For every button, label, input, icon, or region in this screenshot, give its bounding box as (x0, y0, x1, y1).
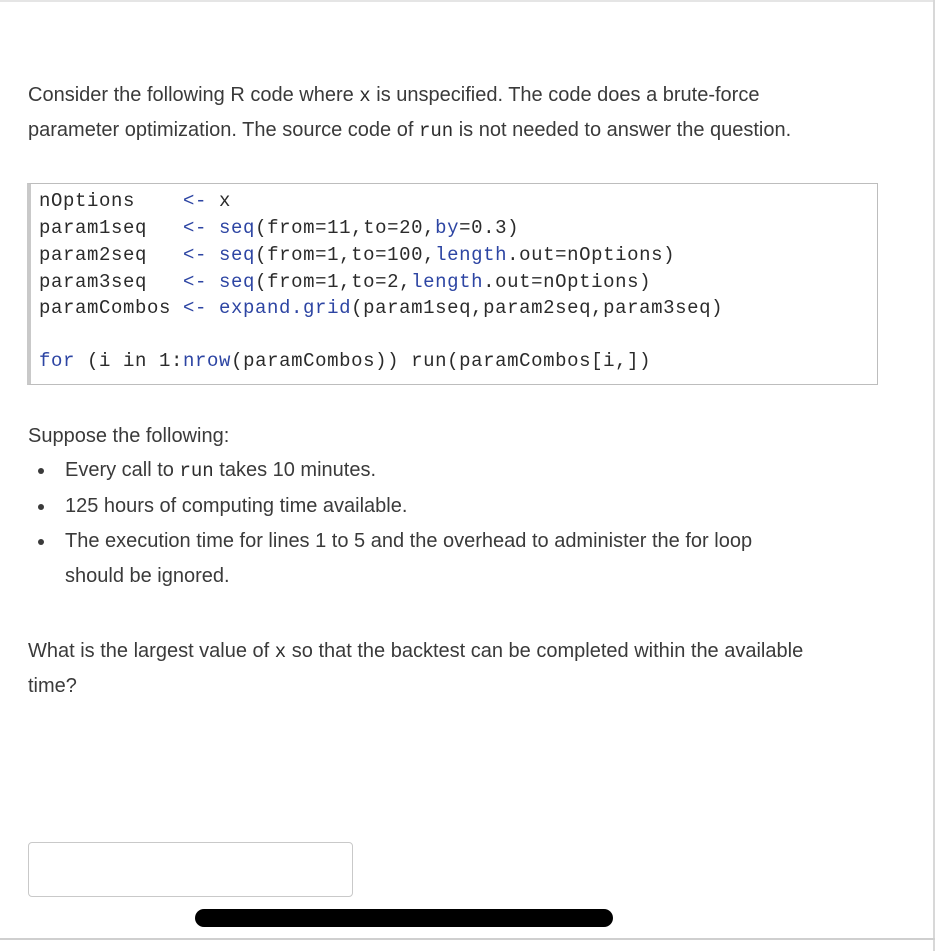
list-item: 125 hours of computing time available. (34, 489, 894, 524)
intro-line-1: Consider the following R code where x is unspecified. The code does a brute-force (28, 84, 760, 107)
list-item: Every call to run takes 10 minutes. (34, 453, 894, 489)
answer-input[interactable] (28, 842, 353, 897)
bullet-icon (38, 539, 44, 545)
code-line-3: param2seq <- seq(from=1,to=100,length.out=nOptions) (39, 244, 676, 266)
bottom-border (0, 938, 935, 940)
home-indicator-bar (195, 909, 613, 927)
question-line-2: time? (28, 675, 77, 697)
intro-line-2: parameter optimization. The source code of run is not needed to answer the question. (28, 119, 792, 142)
code-block (27, 183, 878, 385)
question-line-1: What is the largest value of x so that the backtest can be completed within the available (28, 640, 804, 663)
top-border (0, 0, 935, 2)
bullet-icon (38, 468, 44, 474)
list-item: The execution time for lines 1 to 5 and the overhead to administer the for loop should be ignored. (34, 524, 894, 594)
suppose-heading: Suppose the following: (28, 425, 230, 447)
code-line-1: nOptions <- x (39, 190, 232, 212)
code-line-4: param3seq <- seq(from=1,to=2,length.out=nOptions) (39, 271, 652, 293)
assumptions-list (34, 453, 894, 594)
bullet-icon (38, 504, 44, 510)
code-line-6: for (i in 1:nrow(paramCombos)) run(paramCombos[i,]) (39, 350, 652, 372)
code-line-5: paramCombos <- expand.grid(param1seq,param2seq,param3seq) (39, 297, 724, 319)
code-line-2: param1seq <- seq(from=11,to=20,by=0.3) (39, 217, 520, 239)
